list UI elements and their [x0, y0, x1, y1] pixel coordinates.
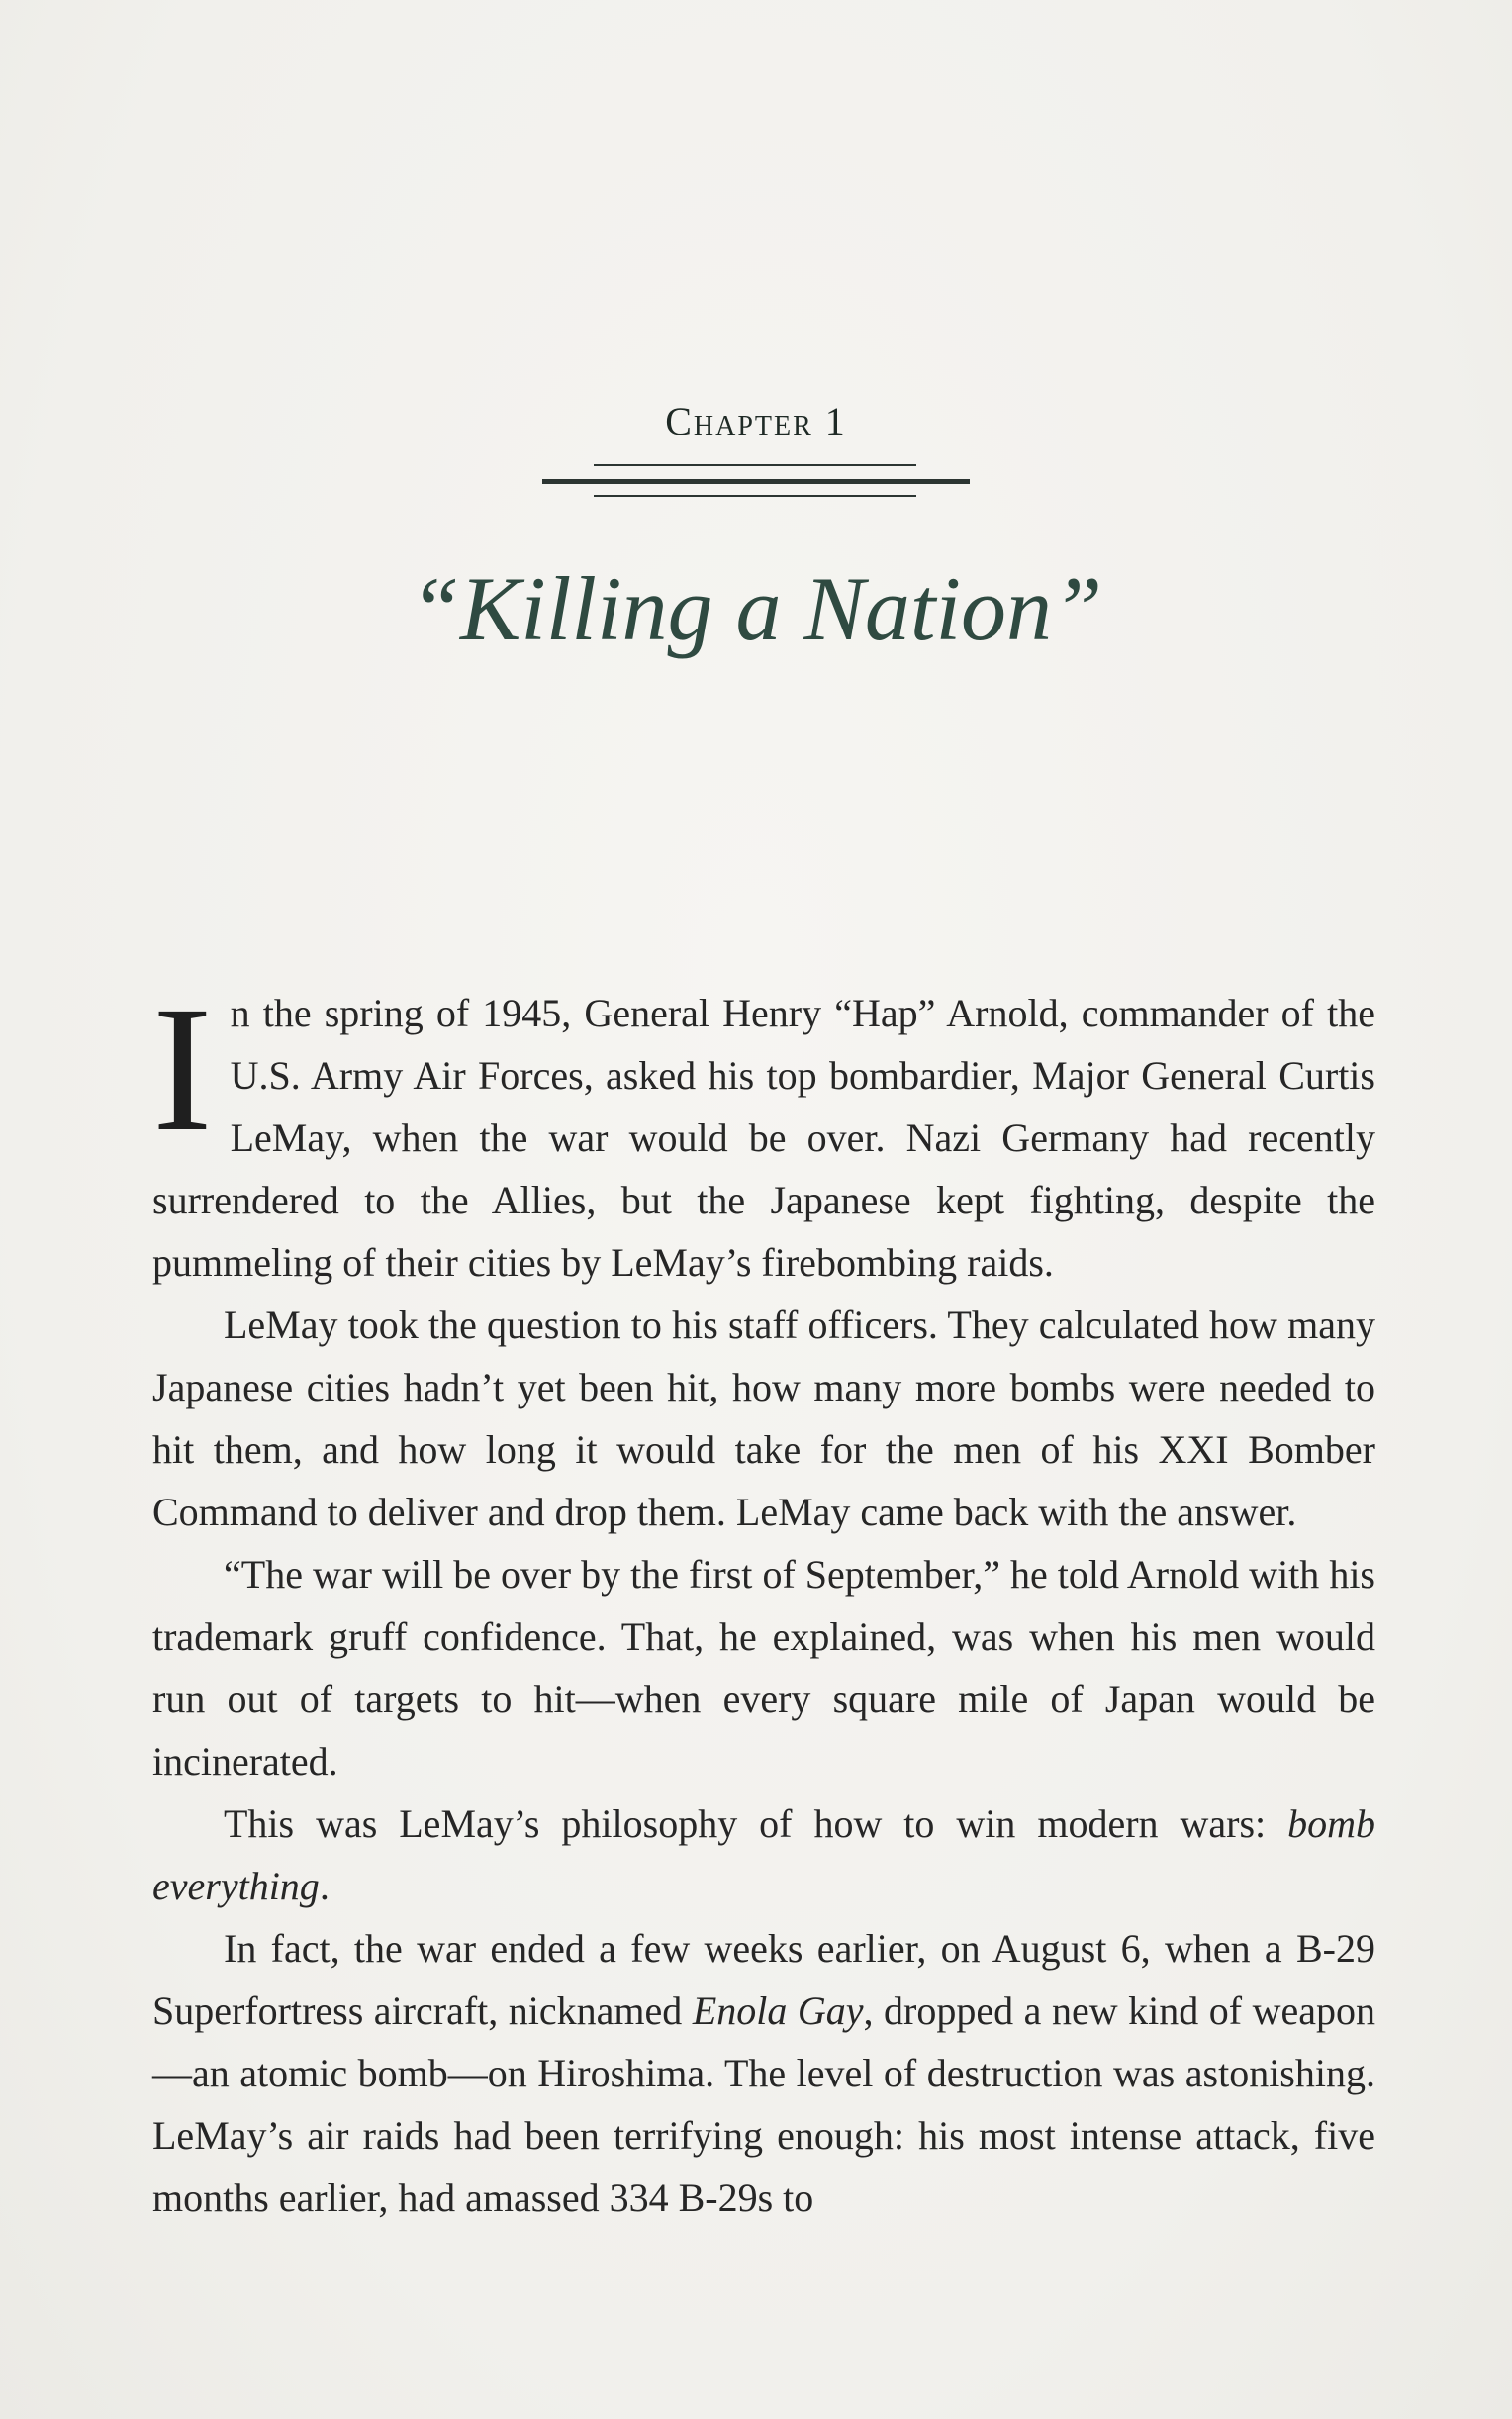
- paragraph-2-text: LeMay took the question to his staff officers. They calculated how many Japanese cities hadn’t yet been hit, how many more bombs were needed to hit them, and how long it would take for the men of his XXI Bomber Command to deliver and drop them. LeMay came back with the answer.: [152, 1303, 1375, 1534]
- chapter-rule-bottom: [594, 495, 916, 497]
- paragraph-3-text: “The war will be over by the first of September,” he told Arnold with his trademark gruff confidence. That, he explained, was when his men would run out of targets to hit—when every square mile of Japan would be incinerated.: [152, 1552, 1375, 1784]
- drop-cap: I: [152, 970, 213, 1169]
- chapter-label-initial: C: [665, 399, 694, 443]
- chapter-rule-middle: [542, 479, 970, 484]
- chapter-title: “Killing a Nation”: [409, 558, 1103, 659]
- chapter-rule-top: [594, 464, 916, 466]
- paragraph-5-italic: Enola Gay: [692, 1988, 864, 2033]
- paragraph-5-text-b: , dropped a new kind of weapon—an atomic bomb—on Hiroshima. The level of destruction was astonishing. LeMay’s air raids had been terrifying enough: his most intense attack, five months earlier, had amassed 334 B-29s to: [152, 1988, 1376, 2220]
- chapter-label: [0, 398, 1512, 444]
- paragraph-4-end: .: [319, 1864, 330, 1908]
- chapter-label-rest: hapter 1: [693, 399, 847, 443]
- paragraph-2: [152, 1294, 1375, 1543]
- paragraph-3: [152, 1543, 1375, 1792]
- paragraph-5-text-a: In fact, the war ended a few weeks earlier, on August 6, when a B-29 Superfortress aircraft, nicknamed: [152, 1926, 1375, 2033]
- paragraph-4-italic: bomb everything: [152, 1801, 1375, 1908]
- paragraph-4-text: This was LeMay’s philosophy of how to win modern wars:: [224, 1801, 1288, 1846]
- paragraph-1-text: n the spring of 1945, General Henry “Hap” Arnold, commander of the U.S. Army Air Forces, asked his top bombardier, Major General Curtis LeMay, when the war would be over. Nazi Germany had recently surrendered to the Allies, but the Japanese kept fighting, despite the pummeling of their cities by LeMay’s firebombing raids.: [152, 991, 1375, 1285]
- paragraph-4: [152, 1792, 1375, 1917]
- chapter-body: [152, 970, 1376, 2229]
- paragraph-1: [152, 970, 1375, 1294]
- paragraph-5: [152, 1917, 1375, 2229]
